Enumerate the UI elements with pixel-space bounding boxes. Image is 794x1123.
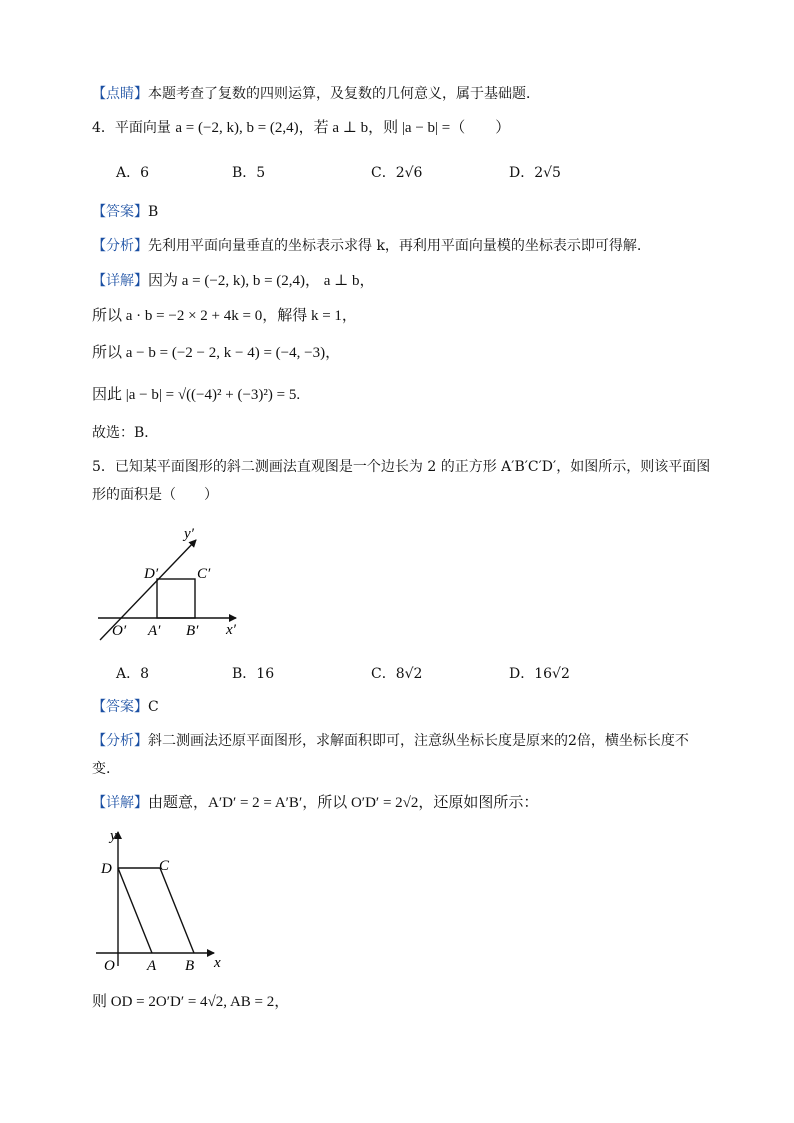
q4-option-c: C．2√6 xyxy=(371,165,423,181)
fig2-label-y: y xyxy=(110,828,117,844)
q5-analysis-line-1 xyxy=(92,731,689,751)
figure-oblique-square xyxy=(92,518,252,646)
fig2-label-x: x xyxy=(214,955,221,971)
edge-da xyxy=(118,868,152,953)
q5-detail-tag: 【详解】 xyxy=(92,795,148,811)
q4-option-a: A．6 xyxy=(116,165,150,181)
q4-analysis: 先利用平面向量垂直的坐标表示求得 k，再利用平面向量模的坐标表示即可得解. xyxy=(148,238,642,254)
edge-cb xyxy=(160,868,194,953)
q5-detail-1: 由题意，A′D′ = 2 = A′B′，所以 O′D′ = 2√2，还原如图所示： xyxy=(148,795,539,811)
q5-detail-line-2: 则 OD = 2O′D′ = 4√2, AB = 2， xyxy=(92,994,290,1010)
q5-stem-line-2: 形的面积是（ ） xyxy=(92,487,218,503)
q4-stem-prefix: 4．平面向量 xyxy=(92,120,171,136)
q4-answer-line xyxy=(92,202,158,222)
q4-detail-1: 因为 a = (−2, k), b = (2,4)， a ⊥ b， xyxy=(148,273,375,289)
q5-option-b: B．16 xyxy=(232,666,275,682)
q4-analysis-tag: 【分析】 xyxy=(92,238,148,254)
q5-option-c: C．8√2 xyxy=(371,666,423,682)
square-abcd xyxy=(157,579,195,618)
q4-detail-line-4: 因此 |a − b| = √((−4)² + (−3)²) = 5. xyxy=(92,387,301,403)
q5-option-d: D．16√2 xyxy=(509,666,570,682)
question-4-stem xyxy=(92,118,510,138)
q4-detail-line-1 xyxy=(92,271,375,291)
q5-answer-tag: 【答案】 xyxy=(92,699,148,715)
figure-restored-parallelogram xyxy=(92,826,232,976)
q5-option-a: A．8 xyxy=(116,666,150,682)
fig2-label-b: B xyxy=(185,958,195,974)
q4-stem-math: a = (−2, k), b = (2,4)，若 a ⊥ b，则 |a − b| =（ ） xyxy=(175,120,511,136)
fig1-label-y: y′ xyxy=(184,526,194,542)
q4-answer-tag: 【答案】 xyxy=(92,204,148,220)
fig2-label-o: O xyxy=(104,958,115,974)
comment-tag: 【点睛】 xyxy=(92,86,148,102)
q5-analysis-1: 斜二测画法还原平面图形，求解面积即可，注意纵坐标长度是原来的2倍，横坐标长度不 xyxy=(148,733,689,749)
q4-choose: 故选：B． xyxy=(92,425,159,441)
fig2-label-d: D xyxy=(101,861,112,877)
fig1-label-d: D′ xyxy=(144,566,159,582)
q4-option-d: D．2√5 xyxy=(509,165,561,181)
q5-analysis-line-2: 变. xyxy=(92,761,111,777)
q5-analysis-tag: 【分析】 xyxy=(92,733,148,749)
q5-answer-line xyxy=(92,697,159,717)
q4-detail-line-3: 所以 a − b = (−2 − 2, k − 4) = (−4, −3)， xyxy=(92,345,341,361)
fig2-label-a: A xyxy=(147,958,157,974)
fig2-label-c: C xyxy=(159,858,170,874)
q4-analysis-line xyxy=(92,236,641,256)
comment-line xyxy=(92,84,540,104)
fig1-label-c: C′ xyxy=(197,566,211,582)
fig1-label-b: B′ xyxy=(186,623,199,639)
fig1-label-o: O′ xyxy=(112,623,127,639)
q5-detail-line-1 xyxy=(92,793,538,813)
q5-answer: C xyxy=(148,699,159,715)
q5-stem-line-1: 5．已知某平面图形的斜二测画法直观图是一个边长为 2 的正方形 A′B′C′D′，如图所示，则该平面图 xyxy=(92,459,711,475)
q4-detail-line-2: 所以 a · b = −2 × 2 + 4k = 0，解得 k = 1， xyxy=(92,308,357,324)
q4-option-b: B．5 xyxy=(232,165,266,181)
q4-detail-tag: 【详解】 xyxy=(92,273,148,289)
q4-answer: B xyxy=(148,204,159,220)
fig1-label-x: x′ xyxy=(226,622,236,638)
fig1-label-a: A′ xyxy=(148,623,161,639)
comment-text: 本题考查了复数的四则运算，及复数的几何意义，属于基础题． xyxy=(148,86,540,102)
